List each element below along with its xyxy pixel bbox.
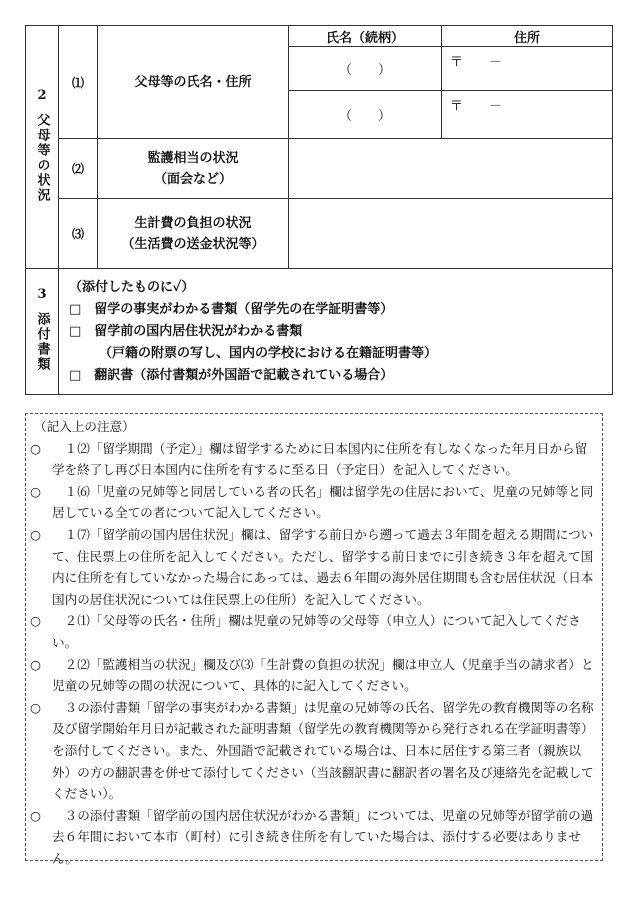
note-item <box>30 481 598 524</box>
notes-heading: （記入上の注意） <box>34 419 135 434</box>
attachment-instruction: （添付したものに✓） <box>69 279 195 295</box>
custody-status-field[interactable] <box>289 139 613 199</box>
postal-mark: 〒 － <box>450 55 503 70</box>
note-item <box>30 438 598 481</box>
row3-label <box>98 199 289 269</box>
note-text: １⑺「留学前の国内居住状況」欄は、留学する前日から遡って過去３年間を超える期間について、住民票上の住所を記入してください。ただし、留学する前日までに引き続き３年を超えて国内に住所を有していなかった場合にあっては、過去６年間の海外居住期間も含む居住状況（日本国内の居住状況については住民票上の住所）を記入してください。 <box>52 526 594 607</box>
row1-label: 父母等の氏名・住所 <box>98 26 289 139</box>
note-text: １⑹「児童の兄姉等と同居している者の氏名」欄は留学先の住居において、児童の兄姉等と同居している全ての者について記入してください。 <box>52 483 594 521</box>
row3-label-line1: 生計費の負担の状況 <box>134 215 252 231</box>
parent-1-name-field[interactable] <box>289 47 442 91</box>
notes-box <box>25 413 603 866</box>
row2-label-line2: （面会など） <box>153 171 232 187</box>
row2-number: ⑵ <box>59 139 98 199</box>
section-3-number: 3 <box>37 287 47 302</box>
relationship-parens: （ ） <box>338 63 391 78</box>
note-item <box>30 805 598 870</box>
section-2-header <box>26 26 59 269</box>
row1-number: ⑴ <box>59 26 98 139</box>
note-text: ３の添付書類「留学前の国内居住状況がわかる書類」については、児童の兄姉等が留学前の過去６年間において本市（町村）に引き続き住所を有していた場合は、添付する必要はありません。 <box>52 807 594 866</box>
note-item <box>30 610 598 653</box>
attachment-checkbox-study-proof[interactable]: □ 留学の事実がわかる書類（留学先の在学証明書等） <box>69 301 394 317</box>
note-text: ２⑴「父母等の氏名・住所」欄は児童の兄姉等の父母等（申立人）について記入してください。 <box>52 613 581 650</box>
parents-status-form <box>25 25 613 395</box>
parent-2-address-field[interactable] <box>442 91 613 139</box>
attachment-checkbox-domestic-residence[interactable]: □ 留学前の国内居住状況がわかる書類 <box>69 323 303 339</box>
parent-1-address-field[interactable] <box>442 47 613 91</box>
attachment-domestic-residence-note: （戸籍の附票の写し、国内の学校における在籍証明書等） <box>99 345 438 361</box>
section-2-number: 2 <box>37 87 47 103</box>
name-column-header: 氏名（続柄） <box>289 26 442 47</box>
note-item <box>30 524 598 610</box>
address-column-header: 住所 <box>442 26 613 47</box>
note-bullet: ○ <box>30 807 41 823</box>
postal-mark: 〒 － <box>450 99 503 114</box>
note-bullet: ○ <box>30 656 41 672</box>
section-2-title: 父母等の状況 <box>34 112 50 203</box>
note-bullet: ○ <box>30 483 41 499</box>
note-text: ３の添付書類「留学の事実がわかる書類」は児童の兄姉等の氏名、留学先の教育機関等の名称及び留学開始年月日が記載された証明書類（留学先の教育機関等から発行される在学証明書等）を添付してください。また、外国語で記載されている場合は、日本に居住する第三者（親族以外）の方の翻訳書を併せて添付してください（当該翻訳書に翻訳者の署名及び連絡先を記載してください）。 <box>52 699 594 802</box>
note-bullet: ○ <box>30 526 41 542</box>
row2-label <box>98 139 289 199</box>
parent-2-name-field[interactable] <box>289 91 442 139</box>
note-bullet: ○ <box>30 613 41 629</box>
relationship-parens: （ ） <box>338 109 391 124</box>
note-text: ２⑵「監護相当の状況」欄及び⑶「生計費の負担の状況」欄は申立人（児童手当の請求者）と児童の兄姉等の間の状況について、具体的に記入してください。 <box>52 656 594 694</box>
attachment-checkbox-translation[interactable]: □ 翻訳書（添付書類が外国語で記載されている場合） <box>69 367 394 383</box>
section-3-header <box>26 269 59 395</box>
note-text: １⑵「留学期間（予定）」欄は留学するために日本国内に住所を有しなくなった年月日から留学を終了し再び日本国内に住所を有するに至る日（予定日）を記入してください。 <box>52 440 588 478</box>
living-expense-field[interactable] <box>289 199 613 269</box>
attachment-list <box>59 269 613 395</box>
note-bullet: ○ <box>30 440 41 456</box>
row3-label-line2: （生活費の送金状況等） <box>121 236 265 252</box>
note-bullet: ○ <box>30 699 41 715</box>
row3-number: ⑶ <box>59 199 98 269</box>
note-item <box>30 654 598 697</box>
note-item <box>30 697 598 805</box>
section-3-title: 添付書類 <box>34 312 50 372</box>
row2-label-line1: 監護相当の状況 <box>147 150 239 166</box>
